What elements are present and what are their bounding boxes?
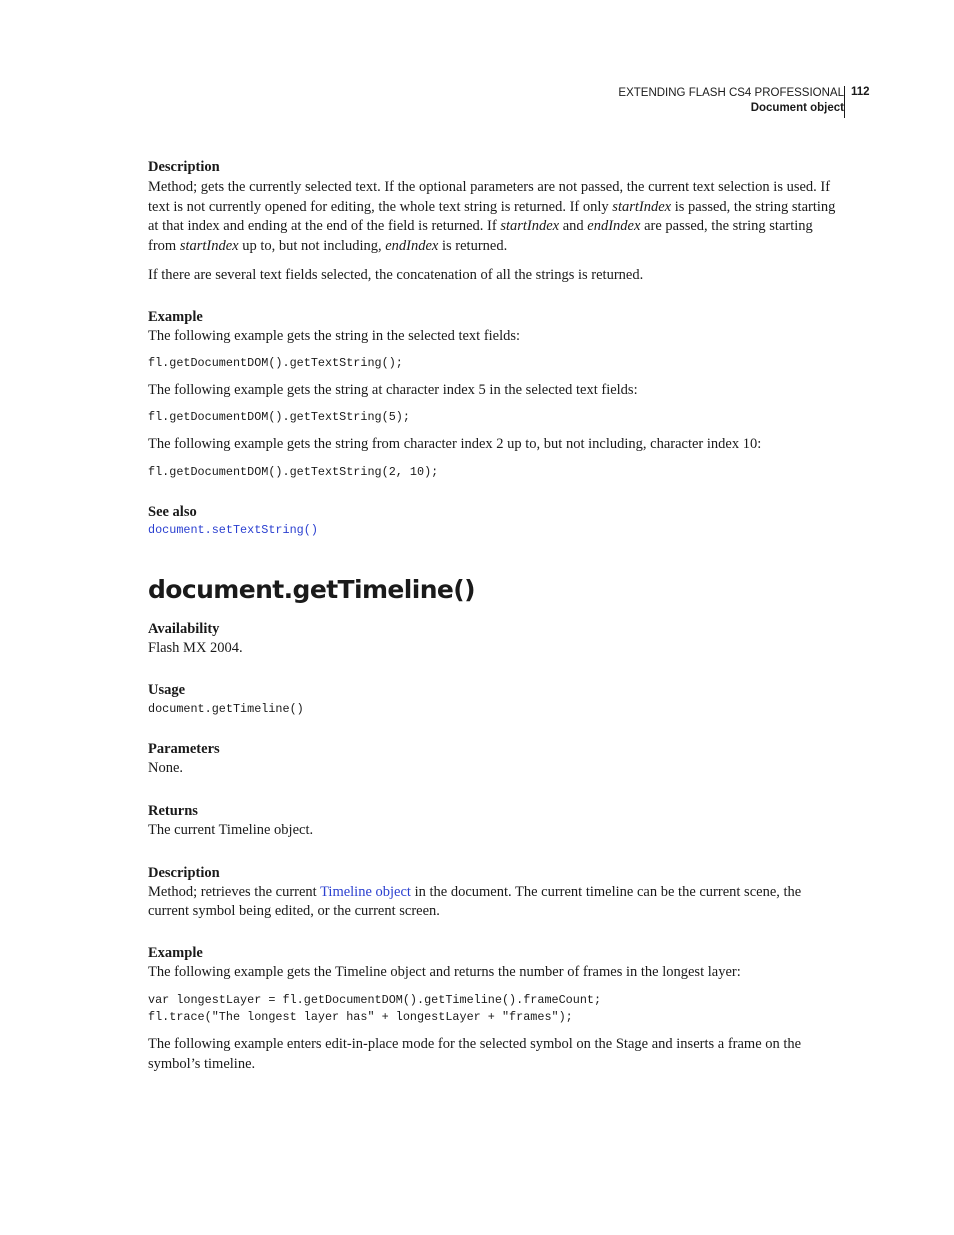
example-code-4-line1: var longestLayer = fl.getDocumentDOM().getTimeline().frameCount; <box>148 992 602 1007</box>
book-title: EXTENDING FLASH CS4 PROFESSIONAL <box>618 87 844 99</box>
section-title: Document object <box>750 102 844 114</box>
section-title-heading: document.getTimeline() <box>148 575 475 605</box>
example-code-3: fl.getDocumentDOM().getTextString(2, 10); <box>148 464 439 479</box>
description-heading-2: Description <box>148 864 220 881</box>
availability-heading: Availability <box>148 621 220 638</box>
returns-text: The current Timeline object. <box>148 822 314 839</box>
example-text-4: The following example gets the Timeline object and returns the number of frames in the longest layer: <box>148 964 741 981</box>
parameters-heading: Parameters <box>148 741 220 758</box>
description-text: Method; retrieves the current Timeline object in the document. The current timeline can be the current scene, the current symbol being edited, or the current screen. <box>148 883 802 920</box>
see-also-heading: See also <box>148 504 197 521</box>
header-divider <box>844 86 845 118</box>
description-heading: Description <box>148 159 220 175</box>
example-code-2: fl.getDocumentDOM().getTextString(5); <box>148 410 410 425</box>
example-text-5: The following example enters edit-in-place mode for the selected symbol on the Stage and inserts a frame on the symbol’s timeline. <box>148 1035 802 1072</box>
example-text-1: The following example gets the string in the selected text fields: <box>148 327 521 344</box>
running-header <box>618 86 844 116</box>
example-code-4-line2: fl.trace("The longest layer has" + longestLayer + "frames"); <box>148 1010 573 1025</box>
see-also-link[interactable]: document.setTextString() <box>148 523 318 538</box>
returns-heading: Returns <box>148 803 198 820</box>
timeline-object-link[interactable]: Timeline object <box>320 883 411 900</box>
example-code-1: fl.getDocumentDOM().getTextString(); <box>148 356 403 371</box>
parameters-text: None. <box>148 760 184 777</box>
example-heading: Example <box>148 308 203 325</box>
usage-code: document.getTimeline() <box>148 701 304 716</box>
description-paragraph: Method; gets the currently selected text. If the optional parameters are not passed, the current text selection is used. If text is not currently opened for editing, the whole text string is returned. If only startIndex is passed, the string starting at that index and ending at the end of the field is returned. If startIndex and endIndex are passed, the string starting from startIndex up to, but not including, endIndex is returned. <box>148 179 836 255</box>
page-number: 112 <box>851 86 870 98</box>
page-content <box>148 157 843 1074</box>
example-text-2: The following example gets the string at character index 5 in the selected text fields: <box>148 381 638 398</box>
example-heading-2: Example <box>148 945 203 962</box>
usage-heading: Usage <box>148 681 186 698</box>
description-paragraph-2: If there are several text fields selected, the concatenation of all the strings is returned. <box>148 266 644 283</box>
example-text-3: The following example gets the string from character index 2 up to, but not including, character index 10: <box>148 435 762 452</box>
availability-text: Flash MX 2004. <box>148 640 243 657</box>
